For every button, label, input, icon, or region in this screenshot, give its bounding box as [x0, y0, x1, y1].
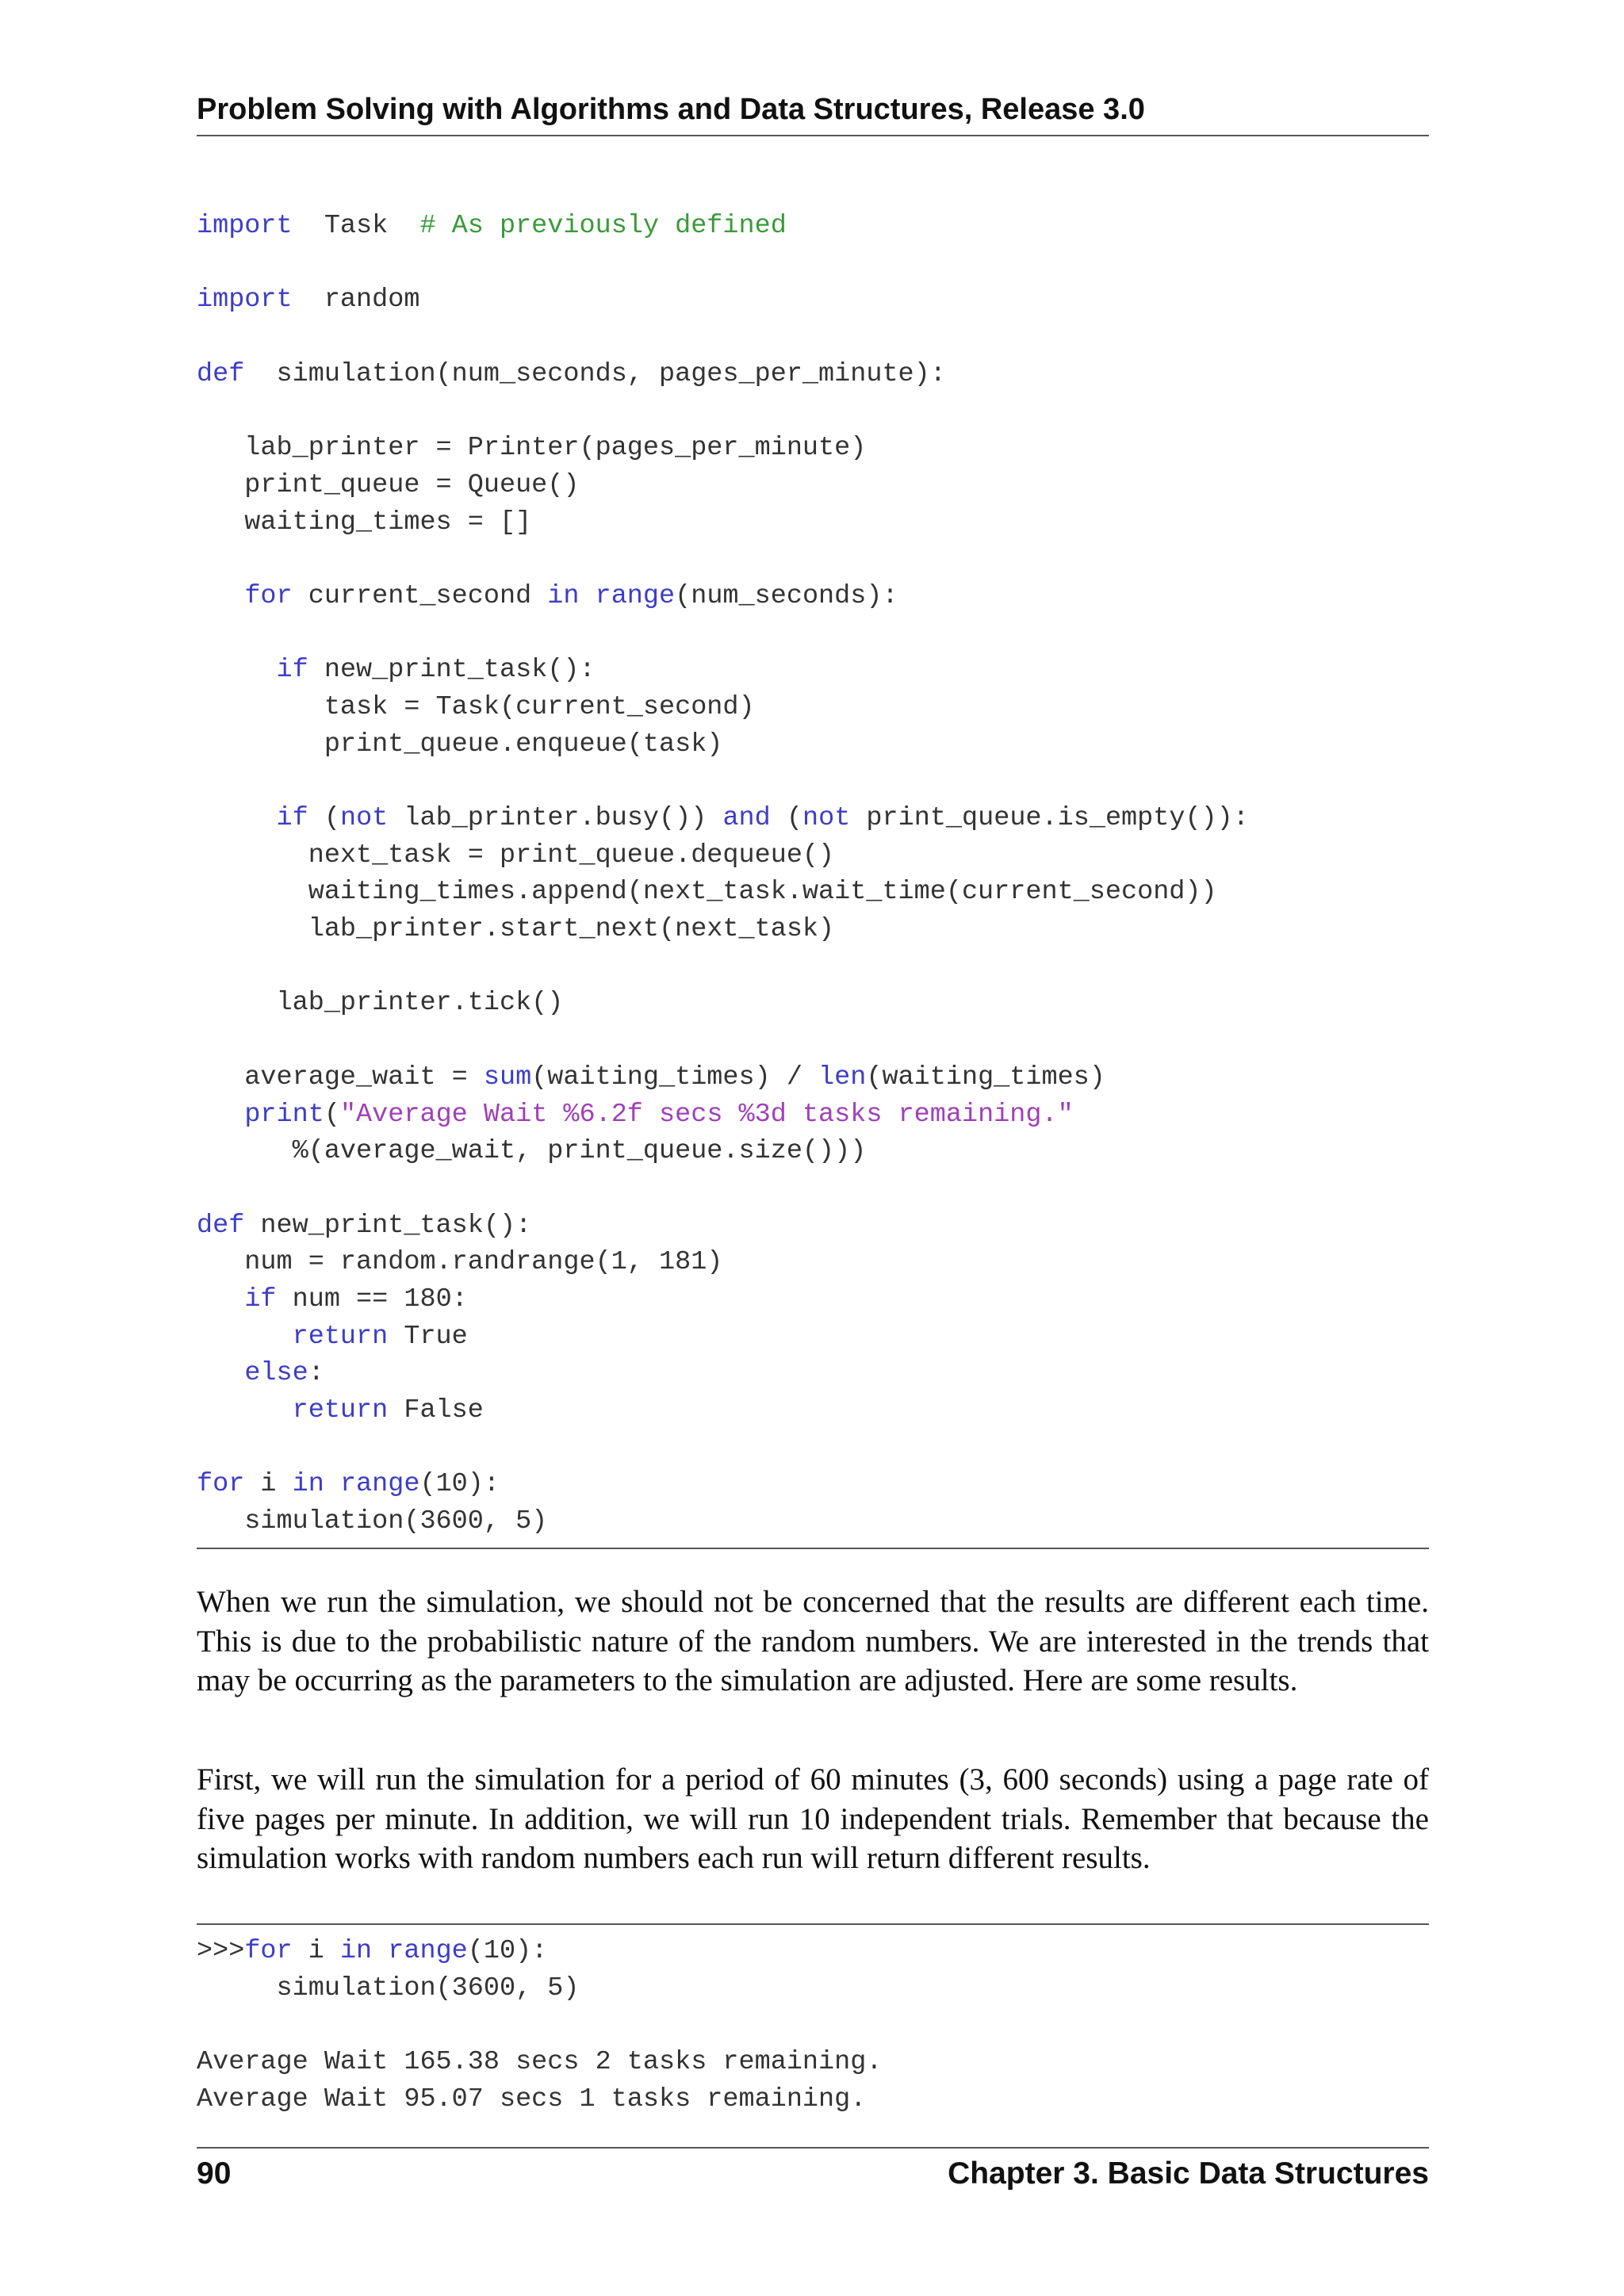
code-token: : — [308, 1358, 324, 1389]
footer-rule — [197, 2147, 1429, 2149]
code-token: num = random.randrange(1, 181) — [197, 1247, 723, 1278]
session-line — [197, 1933, 1429, 1970]
code-token: return — [292, 1395, 389, 1425]
code-token: not — [802, 803, 851, 833]
code-listing-line — [197, 652, 1429, 689]
code-listing-line — [197, 1170, 1429, 1207]
code-token: Average Wait 165.38 secs 2 tasks remaining. — [197, 2047, 883, 2078]
code-token: simulation(3600, 5) — [197, 1973, 580, 2003]
code-token: average_wait = — [197, 1062, 484, 1093]
code-token: else — [244, 1358, 308, 1389]
code-token: True — [388, 1321, 468, 1352]
code-token: current_second — [292, 580, 548, 611]
code-listing-line — [197, 541, 1429, 578]
code-token: >>> — [197, 1936, 245, 1966]
code-listing-line — [197, 1466, 1429, 1503]
code-token: range — [579, 580, 676, 611]
code-token: simulation(num_seconds, pages_per_minute): — [244, 358, 946, 389]
code-token — [197, 581, 244, 611]
code-token: if — [276, 803, 308, 833]
code-token: def — [197, 358, 245, 389]
code-listing-line — [197, 948, 1429, 985]
code-token: task = Task(current_second) — [197, 691, 755, 722]
code-token — [197, 1322, 293, 1352]
code-listing-simulation — [197, 208, 1429, 1540]
code-token: not — [339, 803, 389, 833]
code-token: import — [197, 285, 293, 316]
session-line — [197, 2081, 1429, 2118]
code-listing-line — [197, 763, 1429, 800]
code-token: random — [292, 285, 420, 316]
code-token: and — [722, 803, 771, 833]
code-token — [197, 1395, 293, 1425]
code-listing-line — [197, 1022, 1429, 1059]
code-listing-line — [197, 430, 1429, 467]
code-listing-line — [197, 467, 1429, 504]
code-token: False — [388, 1395, 484, 1425]
code-token: print_queue.enqueue(task) — [197, 729, 723, 760]
footer-chapter-title: Chapter 3. Basic Data Structures — [948, 2156, 1429, 2191]
paragraph-results-vary: When we run the simulation, we should not be concerned that the results are different each time. This is due to the probabilistic nature of the random numbers. We are interested in the trends that may be occurring as the parameters to the simulation are adjusted. Here are some results. — [197, 1585, 1429, 1697]
code-token: waiting_times.append(next_task.wait_time(current_second)) — [197, 877, 1217, 908]
session-line — [197, 2007, 1429, 2044]
code-listing-line — [197, 726, 1429, 763]
code-listing-line — [197, 1503, 1429, 1540]
code-listing-line — [197, 1244, 1429, 1281]
code-token: for — [197, 1469, 245, 1500]
code-listing-line — [197, 1429, 1429, 1467]
code-token: next_task = print_queue.dequeue() — [197, 840, 835, 871]
code-token: "Average Wait %6.2f secs %3d tasks remaining." — [339, 1099, 1074, 1130]
code-token: if — [244, 1284, 277, 1314]
code-token: lab_printer.tick() — [197, 988, 564, 1019]
code-token: (waiting_times) — [866, 1062, 1105, 1093]
code-token: (num_seconds): — [675, 580, 898, 611]
code-token: ( — [308, 803, 340, 833]
code-listing-line — [197, 208, 1429, 245]
page-number: 90 — [197, 2156, 232, 2191]
code-token: range — [372, 1936, 468, 1966]
code-token: new_print_task(): — [308, 655, 596, 686]
header-rule — [197, 135, 1429, 136]
code-token: def — [197, 1210, 245, 1241]
session-line — [197, 2044, 1429, 2081]
code-token — [197, 655, 277, 685]
code-token: sum — [483, 1062, 532, 1093]
code-token: new_print_task(): — [244, 1210, 532, 1241]
code-token: lab_printer.start_next(next_task) — [197, 914, 835, 945]
code-token: (10): — [419, 1469, 500, 1500]
code-listing-line — [197, 800, 1429, 837]
code-listing-line — [197, 1318, 1429, 1356]
code-token: Task — [292, 211, 420, 241]
code-listing-line — [197, 356, 1429, 393]
code-listing-line — [197, 689, 1429, 726]
code-listing-line — [197, 615, 1429, 652]
code-token: range — [324, 1469, 420, 1500]
code-token: num == 180: — [276, 1284, 468, 1314]
code-token: print_queue.is_empty()): — [850, 803, 1249, 833]
code-token: # As previously defined — [419, 211, 787, 241]
code-token: (waiting_times) / — [531, 1062, 819, 1093]
code-token: simulation(3600, 5) — [197, 1506, 548, 1537]
session-line — [197, 1970, 1429, 2007]
code-token: waiting_times = [] — [197, 507, 532, 538]
code-token: %(average_wait, print_queue.size())) — [197, 1136, 867, 1167]
code-token: in — [339, 1936, 373, 1966]
code-token: for — [244, 1936, 293, 1966]
code-token: return — [292, 1321, 389, 1352]
code-token: (10): — [467, 1936, 548, 1966]
code-token: ( — [324, 1099, 340, 1130]
code-token: Average Wait 95.07 secs 1 tasks remaining. — [197, 2084, 867, 2114]
code-listing-line — [197, 578, 1429, 615]
code-listing-line — [197, 281, 1429, 319]
code-listing-line — [197, 1096, 1429, 1134]
paragraph-first-run: First, we will run the simulation for a period of 60 minutes (3, 600 seconds) using a page rate of five pages per minute. In addition, we will run 10 independent trials. Remember that because the simulation works with random numbers each run will return different results. — [197, 1762, 1429, 1875]
code-listing-bottom-rule — [197, 1548, 1429, 1549]
code-token — [197, 1100, 244, 1130]
code-listing-line — [197, 1207, 1429, 1245]
code-listing-line — [197, 985, 1429, 1022]
code-listing-line — [197, 1355, 1429, 1392]
code-listing-line — [197, 1133, 1429, 1170]
code-listing-line — [197, 1392, 1429, 1429]
code-listing-line — [197, 319, 1429, 356]
session-top-rule — [197, 1923, 1429, 1925]
code-token: in — [292, 1469, 324, 1500]
code-token: for — [244, 580, 293, 611]
code-token: lab_printer = Printer(pages_per_minute) — [197, 433, 867, 464]
code-token: in — [547, 580, 580, 611]
code-listing-line — [197, 1059, 1429, 1096]
code-token: if — [276, 655, 308, 686]
code-listing-line — [197, 911, 1429, 948]
code-listing-line — [197, 1281, 1429, 1318]
code-token: i — [244, 1469, 293, 1500]
code-listing-line — [197, 837, 1429, 874]
code-token: import — [197, 211, 293, 241]
code-token: len — [818, 1062, 867, 1093]
code-session-output — [197, 1933, 1429, 2118]
code-token: print — [244, 1099, 324, 1130]
code-token — [197, 1284, 244, 1314]
running-header: Problem Solving with Algorithms and Data Structures, Release 3.0 — [197, 93, 1145, 126]
code-token: ( — [770, 803, 802, 833]
code-token — [197, 1358, 244, 1388]
code-listing-line — [197, 874, 1429, 911]
code-listing-line — [197, 392, 1429, 430]
code-listing-line — [197, 245, 1429, 282]
code-listing-line — [197, 504, 1429, 541]
code-token — [197, 803, 277, 833]
code-token: i — [292, 1936, 340, 1966]
code-token: lab_printer.busy()) — [388, 803, 723, 833]
code-token: print_queue = Queue() — [197, 469, 580, 500]
